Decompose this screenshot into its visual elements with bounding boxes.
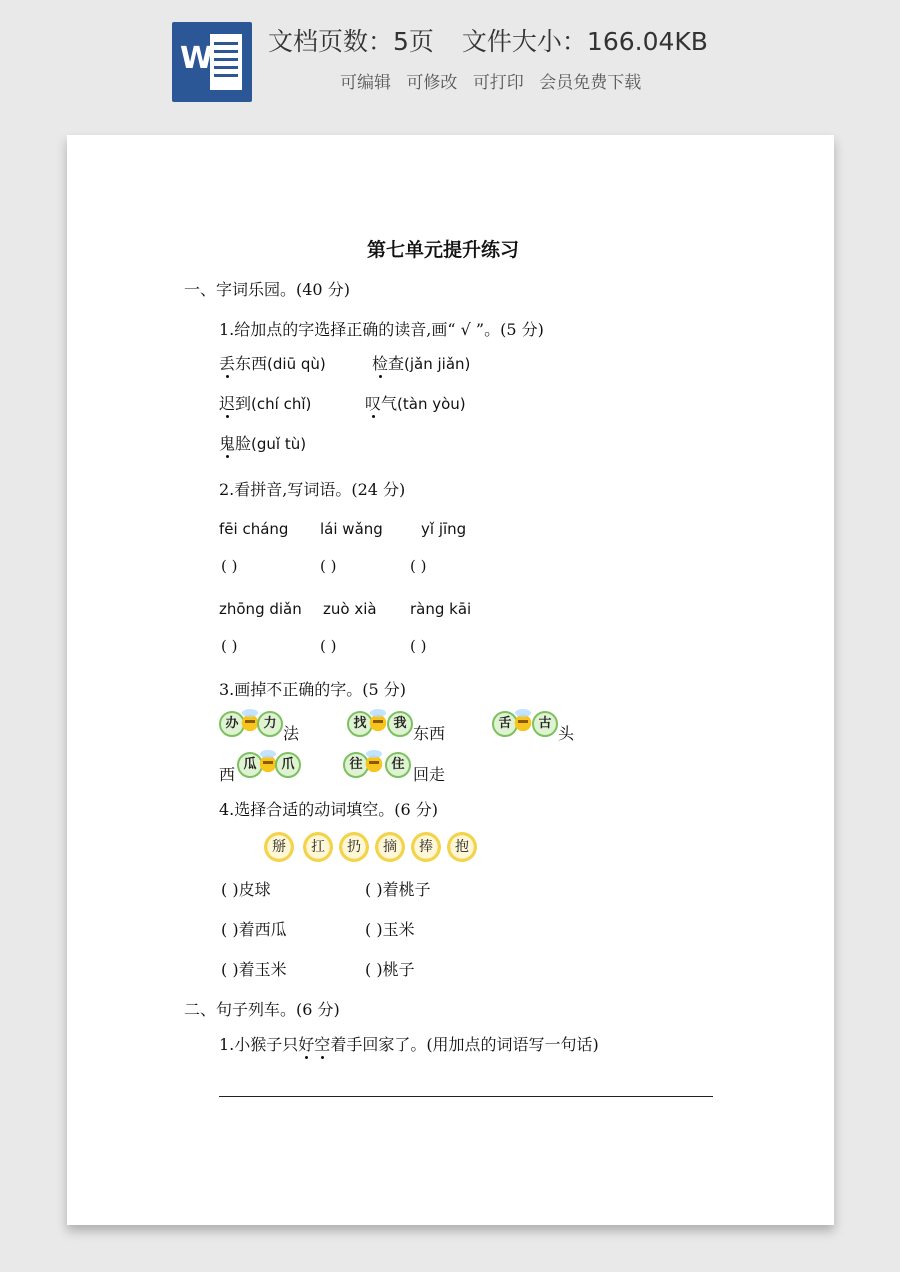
page-count: 文档页数：5页 — [268, 27, 434, 56]
choice-char[interactable]: 办 — [219, 711, 245, 737]
char-choice-pair: 往 住 回走 — [343, 752, 453, 782]
answer-blank[interactable]: ( ) — [410, 557, 427, 575]
answer-blank[interactable]: ( ) — [320, 637, 337, 655]
word-bank-flower: 抱 — [447, 832, 477, 862]
choice-char[interactable]: 住 — [385, 752, 411, 778]
file-size: 文件大小：166.04KB — [461, 27, 708, 56]
verb-blank[interactable]: ( )皮球 — [221, 880, 271, 899]
char-choice-pair: 办 力 法 — [219, 711, 309, 741]
pinyin-word: yǐ jīng — [421, 520, 467, 538]
choice-char[interactable]: 往 — [343, 752, 369, 778]
choice-char[interactable]: 古 — [532, 711, 558, 737]
feature-modifiable: 可修改 — [406, 73, 458, 93]
pinyin-word: zhōng diǎn — [219, 600, 302, 618]
pinyin-word: lái wǎng — [320, 520, 383, 538]
answer-blank[interactable]: ( ) — [320, 557, 337, 575]
file-info-header — [0, 0, 900, 120]
feature-member-download: 会员免费下载 — [539, 73, 642, 93]
document-page — [67, 135, 834, 1225]
page-title: 第七单元提升练习 — [367, 239, 520, 261]
verb-blank[interactable]: ( )玉米 — [365, 920, 415, 939]
question-4: 4.选择合适的动词填空。(6 分) — [219, 800, 439, 819]
word-bank-flower: 扔 — [339, 832, 369, 862]
verb-blank[interactable]: ( )桃子 — [365, 960, 415, 979]
word-logo-letter: W — [180, 41, 214, 76]
answer-blank[interactable]: ( ) — [221, 557, 238, 575]
feature-printable: 可打印 — [472, 73, 524, 93]
question-3: 3.画掉不正确的字。(5 分) — [219, 680, 407, 699]
bee-icon — [367, 713, 389, 731]
q1-item: 检查(jǎn jiǎn) — [372, 354, 471, 373]
choice-char[interactable]: 舌 — [492, 711, 518, 737]
section-1-heading: 一、字词乐园。(40 分) — [184, 280, 350, 299]
pinyin-word: ràng kāi — [410, 600, 472, 618]
word-bank-flower: 扛 — [303, 832, 333, 862]
q1-item: 迟到(chí chǐ) — [219, 394, 312, 413]
char-choice-pair: 找 我 东西 — [347, 711, 457, 741]
choice-char[interactable]: 找 — [347, 711, 373, 737]
feature-editable: 可编辑 — [340, 73, 391, 93]
choice-char[interactable]: 力 — [257, 711, 283, 737]
q1-item: 丢东西(diū qù) — [219, 354, 326, 373]
choice-char[interactable]: 瓜 — [237, 752, 263, 778]
verb-blank[interactable]: ( )着西瓜 — [221, 920, 287, 939]
verb-blank[interactable]: ( )着桃子 — [365, 880, 431, 899]
verb-blank[interactable]: ( )着玉米 — [221, 960, 287, 979]
question-1: 1.给加点的字选择正确的读音,画“ √ ”。(5 分) — [219, 320, 544, 339]
q1-item: 叹气(tàn yòu) — [365, 394, 466, 413]
pinyin-word: fēi cháng — [219, 520, 289, 538]
pinyin-word: zuò xià — [323, 600, 377, 618]
choice-char[interactable]: 我 — [387, 711, 413, 737]
q1-item: 鬼脸(guǐ tù) — [219, 434, 307, 453]
word-bank-flower: 摘 — [375, 832, 405, 862]
choice-char[interactable]: 爪 — [275, 752, 301, 778]
bee-icon — [363, 754, 385, 772]
file-meta — [268, 22, 708, 58]
word-bank-flower: 捧 — [411, 832, 441, 862]
word-file-icon — [172, 22, 252, 102]
word-bank-flower: 掰 — [264, 832, 294, 862]
answer-line[interactable] — [219, 1096, 713, 1097]
feature-list — [340, 68, 641, 93]
sentence-question-1: 1.小猴子只好空着手回家了。(用加点的词语写一句话) — [219, 1035, 599, 1054]
bee-icon — [512, 713, 534, 731]
section-2-heading: 二、句子列车。(6 分) — [184, 1000, 340, 1019]
char-choice-pair: 西 瓜 爪 — [219, 752, 309, 782]
answer-blank[interactable]: ( ) — [221, 637, 238, 655]
question-2: 2.看拼音,写词语。(24 分) — [219, 480, 406, 499]
answer-blank[interactable]: ( ) — [410, 637, 427, 655]
char-choice-pair: 舌 古 头 — [492, 711, 582, 741]
